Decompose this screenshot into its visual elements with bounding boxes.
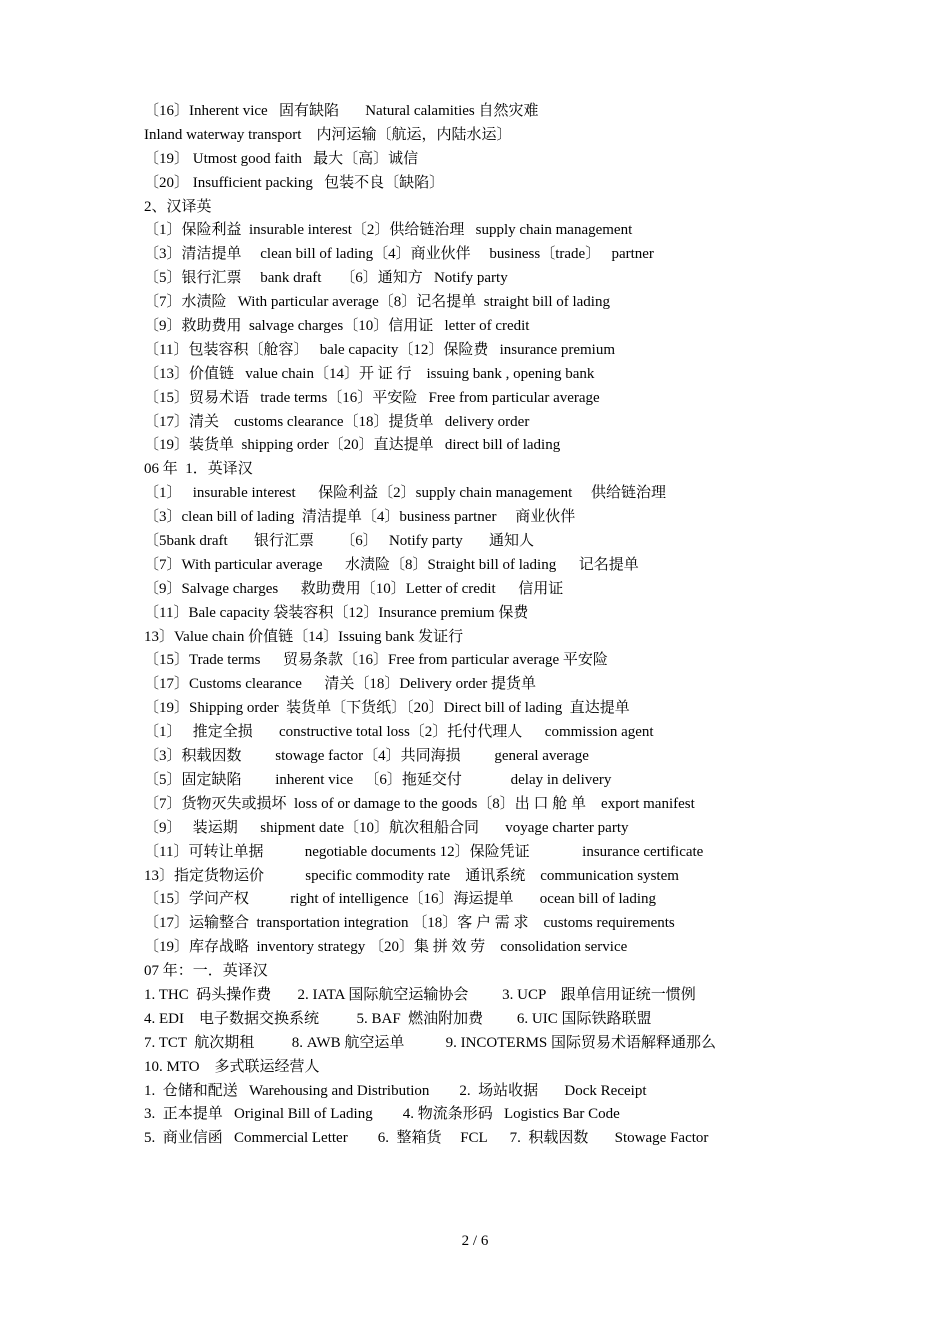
text-line: 〔19〕库存战略 inventory strategy 〔20〕集 拼 效 劳 consolidation service	[144, 939, 628, 956]
text-line: 〔17〕Customs clearance 清关〔18〕Delivery order 提货单	[144, 676, 537, 693]
text-line: 〔3〕clean bill of lading 清洁提单〔4〕business partner 商业伙伴	[144, 509, 576, 526]
text-line: 13〕指定货物运价 specific commodity rate 通讯系统 communication system	[144, 867, 679, 884]
text-line: 〔9〕Salvage charges 救助费用〔10〕Letter of credit 信用证	[144, 580, 564, 597]
text-line: 〔1〕 推定全损 constructive total loss〔2〕托付代理人 commission agent	[144, 724, 654, 741]
text-line: 〔7〕货物灭失或损坏 loss of or damage to the goods〔8〕出 口 舱 单 export manifest	[144, 795, 695, 812]
text-line: 4. EDI 电子数据交换系统 5. BAF 燃油附加费 6. UIC 国际铁路联盟	[144, 1010, 652, 1027]
section-heading: 06 年 1．英译汉	[144, 461, 253, 478]
section-heading: 2、汉译英	[144, 198, 212, 215]
text-line: 〔19〕装货单 shipping order〔20〕直达提单 direct bill of lading	[144, 437, 561, 454]
text-line: 〔19〕 Utmost good faith 最大〔高〕诚信	[144, 150, 419, 167]
text-line: 7. TCT 航次期租 8. AWB 航空运单 9. INCOTERMS 国际贸易术语解释通那么	[144, 1034, 717, 1051]
document-body	[144, 100, 804, 1151]
text-line: 〔13〕价值链 value chain〔14〕开 证 行 issuing bank , opening bank	[144, 365, 595, 382]
text-line: 〔1〕保险利益 insurable interest〔2〕供给链治理 supply chain management	[144, 222, 633, 239]
text-line: 〔1〕 insurable interest 保险利益〔2〕supply chain management 供给链治理	[144, 485, 667, 502]
text-line: 〔5bank draft 银行汇票 〔6〕 Notify party 通知人	[144, 533, 534, 550]
text-line: 1. 仓储和配送 Warehousing and Distribution 2. 场站收据 Dock Receipt	[144, 1082, 647, 1099]
text-line: 5. 商业信函 Commercial Letter 6. 整箱货 FCL 7. 积载因数 Stowage Factor	[144, 1130, 709, 1147]
text-line: 〔9〕救助费用 salvage charges〔10〕信用证 letter of credit	[144, 318, 530, 335]
text-line: 〔7〕水渍险 With particular average〔8〕记名提单 straight bill of lading	[144, 294, 610, 311]
text-line: 〔20〕 Insufficient packing 包装不良〔缺陷〕	[144, 174, 445, 191]
text-line: 〔16〕Inherent vice 固有缺陷 Natural calamities 自然灾难	[144, 103, 539, 119]
text-line: 〔19〕Shipping order 装货单〔下货纸〕〔20〕Direct bill of lading 直达提单	[144, 700, 630, 717]
text-line: Inland waterway transport 内河运输〔航运，内陆水运〕	[144, 126, 512, 143]
text-line: 〔15〕贸易术语 trade terms〔16〕平安险 Free from particular average	[144, 389, 600, 406]
text-line: 3. 正本提单 Original Bill of Lading 4. 物流条形码 Logistics Bar Code	[144, 1106, 620, 1123]
text-line: 〔17〕清关 customs clearance〔18〕提货单 delivery order	[144, 413, 530, 430]
text-line: 〔15〕学问产权 right of intelligence〔16〕海运提单 ocean bill of lading	[144, 891, 657, 908]
page-number: 2 / 6	[461, 1233, 489, 1249]
text-line: 〔5〕银行汇票 bank draft 〔6〕通知方 Notify party	[144, 270, 508, 287]
text-line: 〔17〕运输整合 transportation integration 〔18〕客 户 需 求 customs requirements	[144, 915, 675, 932]
section-heading: 07 年：一．英译汉	[144, 963, 268, 980]
text-line: 〔3〕清洁提单 clean bill of lading〔4〕商业伙伴 business〔trade〕 partner	[144, 246, 654, 263]
text-line: 〔9〕 装运期 shipment date〔10〕航次租船合同 voyage charter party	[144, 819, 629, 836]
text-line: 〔5〕固定缺陷 inherent vice 〔6〕拖延交付 delay in delivery	[144, 771, 612, 788]
text-line: 〔11〕包装容积〔舱容〕 bale capacity〔12〕保险费 insurance premium	[144, 341, 616, 358]
text-line: 10. MTO 多式联运经营人	[144, 1058, 320, 1075]
text-line: 〔11〕Bale capacity 袋装容积〔12〕Insurance premium 保费	[144, 604, 529, 621]
text-line: 〔7〕With particular average 水渍险〔8〕Straight bill of lading 记名提单	[144, 556, 639, 573]
text-line: 1. THC 码头操作费 2. IATA 国际航空运输协会 3. UCP 跟单信用证统一惯例	[144, 986, 696, 1003]
text-line: 〔15〕Trade terms 贸易条款〔16〕Free from particular average 平安险	[144, 652, 608, 669]
text-line: 〔3〕积载因数 stowage factor〔4〕共同海损 general average	[144, 748, 589, 765]
text-line: 13〕Value chain 价值链〔14〕Issuing bank 发证行	[144, 628, 464, 645]
text-line: 〔11〕可转让单据 negotiable documents 12〕保险凭证 insurance certificate	[144, 843, 704, 860]
